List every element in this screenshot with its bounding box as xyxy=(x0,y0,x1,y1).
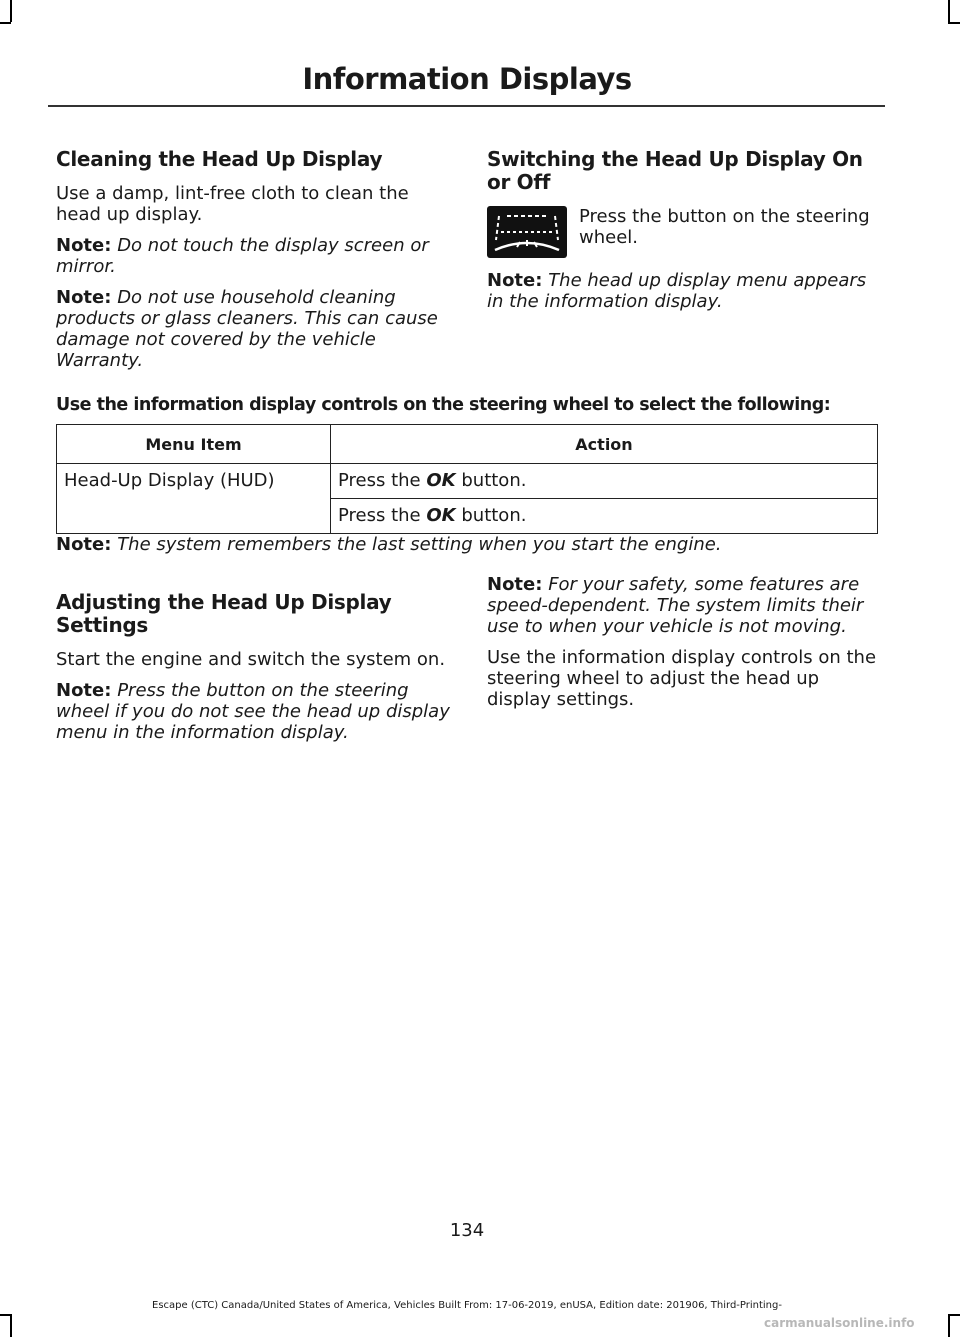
hud-press-text: Press the button on the steering wheel. xyxy=(579,206,870,248)
switching-heading: Switching the Head Up Display On or Off xyxy=(487,147,863,194)
action-post: button. xyxy=(461,470,527,491)
table-note xyxy=(56,534,886,555)
right-bottom-column xyxy=(487,574,877,720)
menu-item-cell: Head-Up Display (HUD) xyxy=(57,464,331,534)
note-text: The head up display menu appears in the information display. xyxy=(487,270,867,312)
action-pre: Press the xyxy=(338,505,421,526)
note-text: Do not use household cleaning products or glass cleaners. This can cause damage not covered by the vehicle Warranty. xyxy=(56,287,438,371)
adjust-paragraph: Use the information display controls on the steering wheel to adjust the head up display settings. xyxy=(487,647,877,710)
cleaning-note-1 xyxy=(56,235,446,277)
note-label: Note: xyxy=(56,287,112,308)
head-up-display-icon xyxy=(487,206,567,258)
cleaning-paragraph: Use a damp, lint-free cloth to clean the head up display. xyxy=(56,183,409,225)
ok-button-label: OK xyxy=(426,505,456,526)
note-text: Press the button on the steering wheel if you do not see the head up display menu in the information display. xyxy=(56,680,450,743)
crop-mark-bottom-left-h xyxy=(0,1314,11,1316)
crop-mark-bottom-right xyxy=(948,1314,950,1337)
cleaning-heading: Cleaning the Head Up Display xyxy=(56,147,383,171)
note-label: Note: xyxy=(56,534,112,555)
watermark: carmanualsonline.info xyxy=(764,1316,915,1330)
crop-mark-bottom-left xyxy=(10,1314,12,1337)
note-label: Note: xyxy=(56,680,112,701)
cleaning-note-2 xyxy=(56,287,446,371)
crop-mark-bottom-right-h xyxy=(948,1314,960,1316)
action-post: button. xyxy=(461,505,527,526)
switching-note xyxy=(487,270,882,312)
crop-mark-top-right-h xyxy=(948,22,960,24)
adjusting-note xyxy=(56,680,451,743)
note-label: Note: xyxy=(56,235,112,256)
header-action: Action xyxy=(331,425,878,464)
table-row xyxy=(57,464,878,499)
left-bottom-column xyxy=(56,591,451,753)
note-label: Note: xyxy=(487,574,543,595)
note-label: Note: xyxy=(487,270,543,291)
hud-instruction xyxy=(487,206,882,258)
table-header-row xyxy=(57,425,878,464)
menu-table xyxy=(56,424,878,534)
footer-text: Escape (CTC) Canada/United States of America, Vehicles Built From: 17-06-2019, enUSA, Edition date: 201906, Third-Printing- xyxy=(152,1300,782,1311)
note-text: The system remembers the last setting when you start the engine. xyxy=(117,534,722,555)
crop-mark-top-left xyxy=(10,0,12,22)
right-top-column xyxy=(487,148,882,322)
safety-note xyxy=(487,574,877,637)
page-number: 134 xyxy=(449,1220,485,1241)
crop-mark-top-right xyxy=(948,0,950,22)
page-title: Information Displays xyxy=(302,62,632,96)
action-pre: Press the xyxy=(338,470,421,491)
ok-button-label: OK xyxy=(426,470,456,491)
action-cell xyxy=(331,499,878,534)
left-top-column xyxy=(56,148,446,381)
title-divider xyxy=(48,105,885,107)
header-menu-item: Menu Item xyxy=(57,425,331,464)
note-text: Do not touch the display screen or mirror. xyxy=(56,235,429,277)
adjusting-paragraph: Start the engine and switch the system on. xyxy=(56,649,446,670)
action-cell xyxy=(331,464,878,499)
note-text: For your safety, some features are speed-dependent. The system limits their use to when your vehicle is not moving. xyxy=(487,574,864,637)
crop-mark-top-left-h xyxy=(0,22,11,24)
table-intro: Use the information display controls on the steering wheel to select the following: xyxy=(56,395,831,415)
adjusting-heading: Adjusting the Head Up Display Settings xyxy=(56,590,392,637)
